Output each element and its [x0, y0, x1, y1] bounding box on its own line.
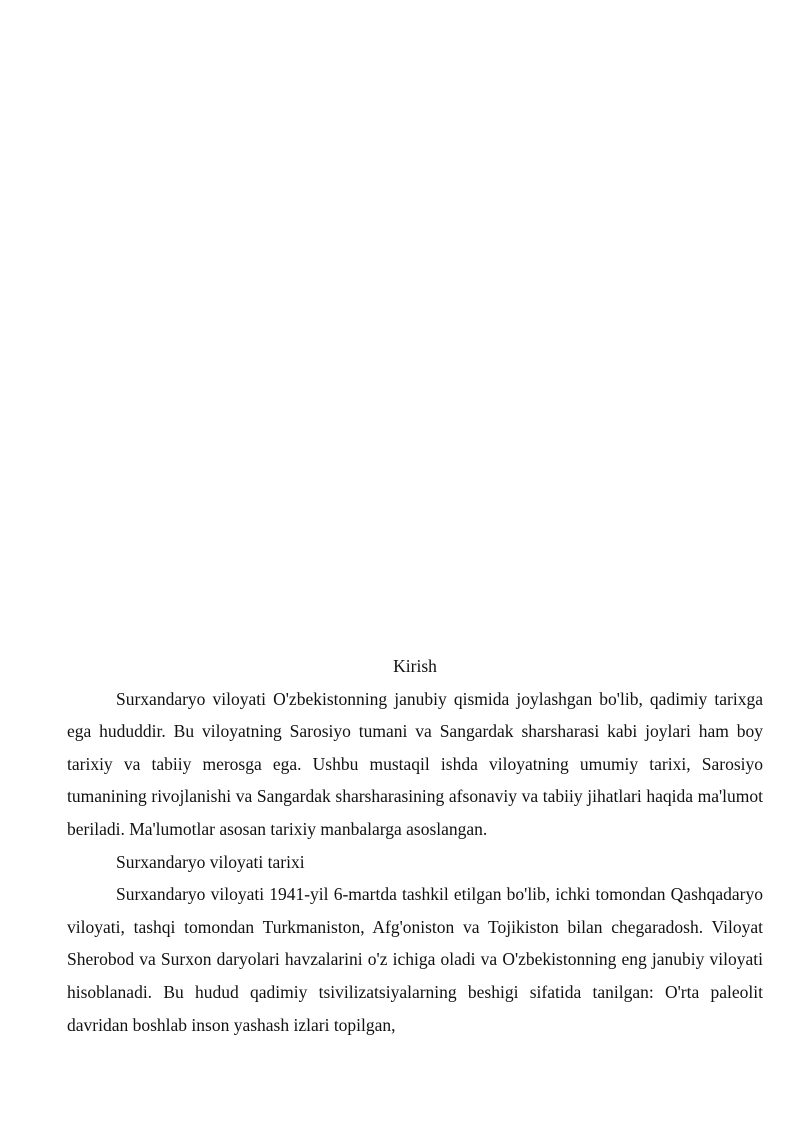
- section-title: Kirish: [393, 656, 437, 676]
- section-heading: Surxandaryo viloyati tarixi: [116, 851, 305, 872]
- intro-paragraph: Surxandaryo viloyati O'zbekistonning janubiy qismida joylashgan bo'lib, qadimiy tarixga ega hududdir. Bu viloyatning Sarosiyo tumani va Sangardak sharsharasi kabi joylari ham boy tarixiy va tabiiy merosga ega. Ushbu mustaqil ishda viloyatning umumiy tarixi, Sarosiyo tumanining rivojlanishi va Sangardak sharsharasining afsonaviy va tabiiy jihatlari haqida ma'lumot beriladi. Ma'lumotlar asosan tarixiy manbalarga asoslangan.: [67, 688, 763, 839]
- document-body: [67, 650, 763, 1041]
- history-paragraph: Surxandaryo viloyati 1941-yil 6-martda tashkil etilgan bo'lib, ichki tomondan Qashqadaryo viloyati, tashqi tomondan Turkmaniston, Afg'oniston va Tojikiston bilan chegaradosh. Viloyat Sherobod va Surxon daryolari havzalarini o'z ichiga oladi va O'zbekistonning eng janubiy viloyati hisoblanadi. Bu hudud qadimiy tsivilizatsiyalarning beshigi sifatida tanilgan: O'rta paleolit davridan boshlab inson yashash izlari topilgan,: [67, 884, 763, 1035]
